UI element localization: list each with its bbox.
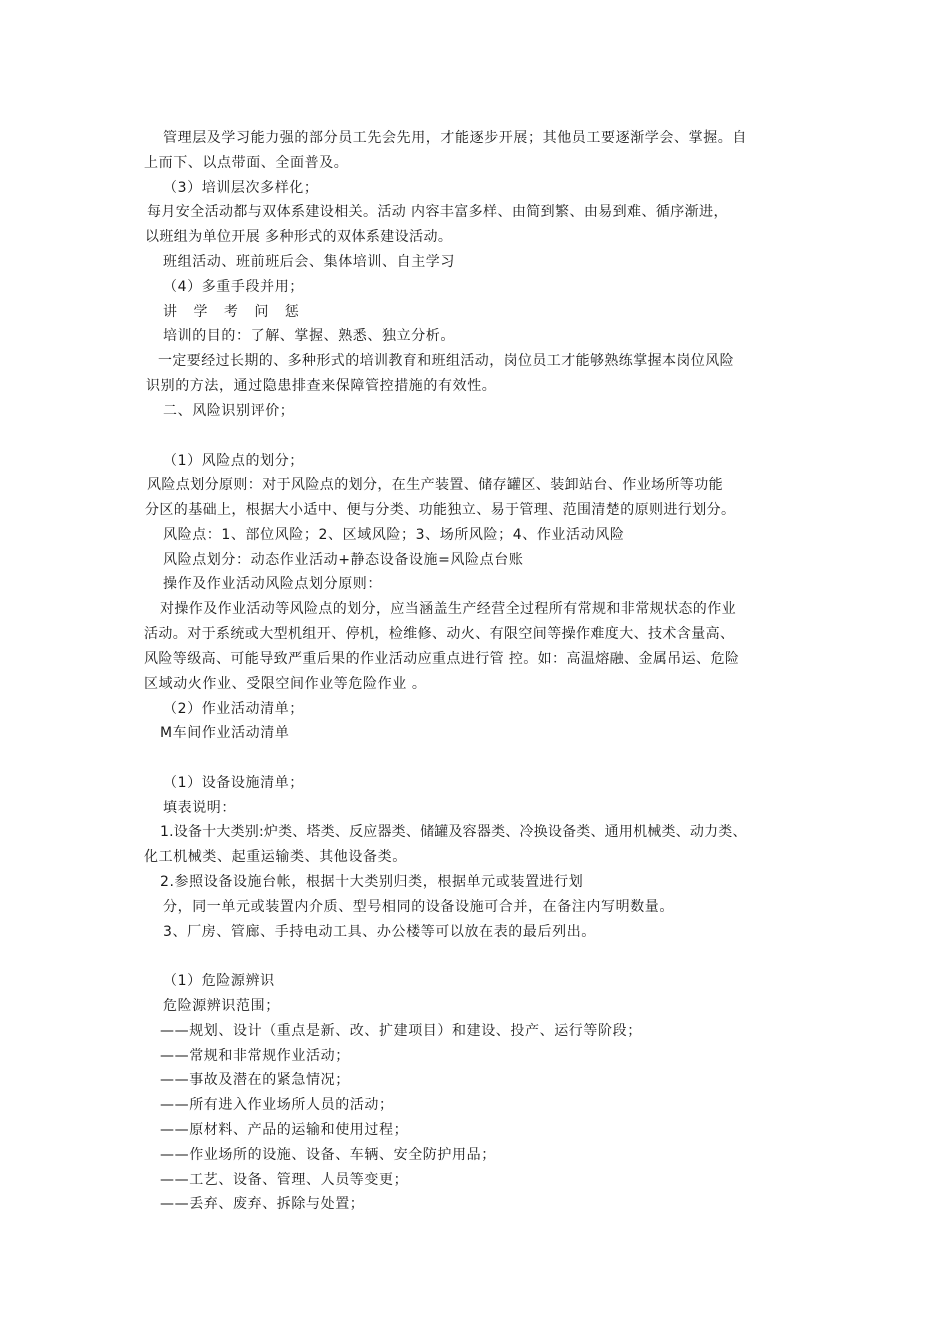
- text-line-12: 二、风险识别评价；: [163, 403, 295, 419]
- text-line-22: 区域动火作业、受限空间作业等危险作业 。: [144, 676, 427, 692]
- text-line-21: 风险等级高、可能导致严重后果的作业活动应重点进行管 控。如：高温熔融、金属吊运、危险: [144, 651, 740, 667]
- text-line-16: 风险点：1、部位风险；2、区域风险；3、场所风险；4、作业活动风险: [163, 527, 625, 543]
- text-line-31: 3、厂房、管廊、手持电动工具、办公楼等可以放在表的最后列出。: [163, 924, 596, 940]
- text-line-8: 讲 学 考 问 惩: [163, 304, 305, 320]
- text-line-4: 每月安全活动都与双体系建设相关。活动 内容丰富多样、由简到繁、由易到难、循序渐进，: [147, 204, 728, 220]
- text-line-37: ——所有进入作业场所人员的活动；: [160, 1097, 394, 1113]
- text-line-25: （1）设备设施清单；: [163, 775, 304, 791]
- text-line-14: 风险点划分原则：对于风险点的划分，在生产装置、储存罐区、装卸站台、作业场所等功能: [147, 477, 723, 493]
- text-line-29: 2.参照设备设施台帐，根据十大类别归类，根据单元或装置进行划: [160, 874, 584, 890]
- text-line-24: M车间作业活动清单: [160, 725, 290, 741]
- text-line-9: 培训的目的：了解、掌握、熟悉、独立分析。: [163, 328, 455, 344]
- text-line-13: （1）风险点的划分；: [163, 453, 304, 469]
- text-line-1: 管理层及学习能力强的部分员工先会先用，才能逐步开展；其他员工要逐渐学会、掌握。自: [163, 130, 747, 146]
- text-line-23: （2）作业活动清单；: [163, 701, 304, 717]
- text-line-7: （4）多重手段并用；: [163, 279, 304, 295]
- text-line-20: 活动。对于系统或大型机组开、停机，检维修、动火、有限空间等操作难度大、技术含量高、: [144, 626, 735, 642]
- text-line-40: ——工艺、设备、管理、人员等变更；: [160, 1172, 409, 1188]
- text-line-36: ——事故及潜在的紧急情况；: [160, 1072, 350, 1088]
- text-line-3: （3）培训层次多样化；: [163, 180, 319, 196]
- text-line-6: 班组活动、班前班后会、集体培训、自主学习: [163, 254, 455, 270]
- text-line-19: 对操作及作业活动等风险点的划分，应当涵盖生产经营全过程所有常规和非常规状态的作业: [160, 601, 736, 617]
- text-line-17: 风险点划分：动态作业活动+静态设备设施=风险点台账: [163, 552, 524, 568]
- text-line-27: 1.设备十大类别:炉类、塔类、反应器类、储罐及容器类、冷换设备类、通用机械类、动力类、: [160, 824, 747, 840]
- text-line-26: 填表说明：: [163, 800, 236, 816]
- text-line-34: ——规划、设计（重点是新、改、扩建项目）和建设、投产、运行等阶段；: [160, 1023, 642, 1039]
- text-line-11: 识别的方法，通过隐患排查来保障管控措施的有效性。: [146, 378, 497, 394]
- text-line-39: ——作业场所的设施、设备、车辆、安全防护用品；: [160, 1147, 496, 1163]
- text-line-28: 化工机械类、起重运输类、其他设备类。: [144, 849, 407, 865]
- text-line-2: 上而下、以点带面、全面普及。: [144, 155, 349, 171]
- text-line-38: ——原材料、产品的运输和使用过程；: [160, 1122, 409, 1138]
- text-line-33: 危险源辨识范围；: [163, 998, 280, 1014]
- text-line-5: 以班组为单位开展 多种形式的双体系建设活动。: [145, 229, 453, 245]
- text-line-15: 分区的基础上，根据大小适中、便与分类、功能独立、易于管理、范围清楚的原则进行划分。: [145, 502, 736, 518]
- text-line-32: （1）危险源辨识: [163, 973, 275, 989]
- text-line-10: 一定要经过长期的、多种形式的培训教育和班组活动，岗位员工才能够熟练掌握本岗位风险: [158, 353, 734, 369]
- text-line-35: ——常规和非常规作业活动；: [160, 1048, 350, 1064]
- text-line-18: 操作及作业活动风险点划分原则：: [163, 576, 382, 592]
- text-line-30: 分，同一单元或装置内介质、型号相同的设备设施可合并，在备注内写明数量。: [163, 899, 674, 915]
- text-line-41: ——丢弃、废弃、拆除与处置；: [160, 1196, 365, 1212]
